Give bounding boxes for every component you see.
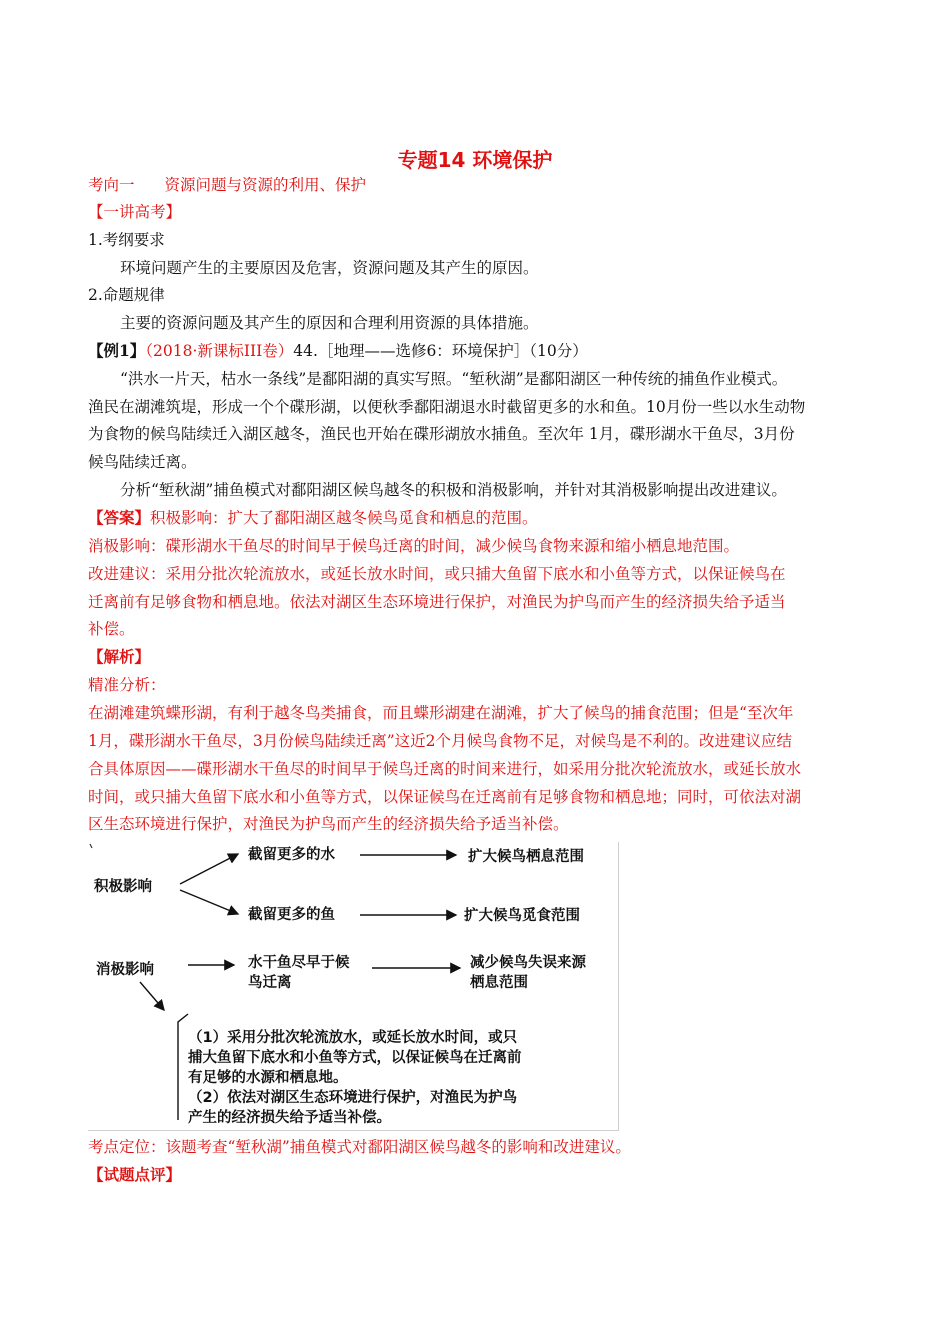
- answer-line: 迁离前有足够食物和栖息地。依法对湖区生态环境进行保护，对渔民为护鸟而产生的经济损失给予适当: [88, 593, 786, 611]
- analysis-heading: 精准分析：: [88, 676, 166, 694]
- section-heading: [88, 174, 366, 196]
- outline-text: 环境问题产生的主要原因及危害，资源问题及其产生的原因。: [120, 259, 539, 277]
- answer-line: 改进建议：采用分批次轮流放水，或延长放水时间，或只捕大鱼留下底水和小鱼等方式，以保证候鸟在: [88, 565, 786, 583]
- example-tag: 【例1】: [88, 341, 146, 360]
- diagram-negative-a-line: 水干鱼尽早于候: [248, 955, 350, 971]
- analysis-line: 时间，或只捕大鱼留下底水和小鱼等方式，以保证候鸟在迁离前有足够食物和栖息地；同时，可依法对湖: [88, 788, 802, 806]
- section-label: 考向一: [88, 176, 135, 194]
- answer-line: 消极影响：碟形湖水干鱼尽的时间早于候鸟迁离的时间，减少候鸟食物来源和缩小栖息地范围。: [88, 537, 740, 555]
- diagram-suggestion-line: 捕大鱼留下底水和小鱼等方式，以保证候鸟在迁离前: [188, 1050, 522, 1066]
- diagram-suggestion-line: 产生的经济损失给予适当补偿。: [188, 1110, 391, 1126]
- arrow-suggestion: [140, 982, 164, 1010]
- analysis-line: 区生态环境进行保护，对渔民为护鸟而产生的经济损失给予适当补偿。: [88, 815, 569, 833]
- diagram-suggestion-line: （2）依法对湖区生态环境进行保护，对渔民为护鸟: [188, 1090, 518, 1106]
- section-name: 资源问题与资源的利用、保护: [164, 176, 367, 194]
- diagram-negative-result-line: 栖息范围: [470, 975, 528, 991]
- example-para-line: “洪水一片天，枯水一条线”是鄱阳湖的真实写照。“堑秋湖”是鄱阳湖区一种传统的捕鱼作业模式。: [120, 370, 788, 388]
- diagram-positive-label: 积极影响: [94, 879, 152, 895]
- lecture-tag: 【一讲高考】: [88, 203, 182, 221]
- example-question: 分析“堑秋湖”捕鱼模式对鄱阳湖区候鸟越冬的积极和消极影响，并针对其消极影响提出改进建议。: [120, 481, 787, 499]
- example-source: （2018·新课标III卷）: [145, 342, 294, 360]
- answer-line-1: [88, 507, 538, 529]
- example-info: 44.［地理——选修6：环境保护］（10分）: [293, 342, 588, 360]
- example-para-line: 为食物的候鸟陆续迁入湖区越冬，渔民也开始在碟形湖放水捕鱼。至次年 1月，碟形湖水干鱼尽，3月份: [88, 425, 795, 443]
- key-point: 考点定位：该题考查“堑秋湖”捕鱼模式对鄱阳湖区候鸟越冬的影响和改进建议。: [88, 1138, 631, 1156]
- answer-tag: 【答案】: [88, 508, 151, 527]
- analysis-line: 在湖滩建筑蝶形湖，有利于越冬鸟类捕食，而且蝶形湖建在湖滩，扩大了候鸟的捕食范围；但是“至次年: [88, 704, 794, 722]
- page-title: 专题14 环境保护: [397, 148, 553, 172]
- outline-heading: 1.考纲要求: [88, 231, 165, 249]
- rule-text: 主要的资源问题及其产生的原因和合理利用资源的具体措施。: [120, 314, 539, 332]
- analysis-line: 1月，碟形湖水干鱼尽，3月份候鸟陆续迁离”这近2个月候鸟食物不足，对候鸟是不利的。改进建议应结: [88, 732, 793, 750]
- example-header: [88, 340, 588, 362]
- arrow-positive-a: [180, 854, 238, 884]
- review-tag: 【试题点评】: [88, 1165, 182, 1184]
- answer-positive: 积极影响：扩大了鄱阳湖区越冬候鸟觅食和栖息的范围。: [150, 509, 538, 527]
- arrow-positive-b: [180, 890, 238, 914]
- example-para-line: 渔民在湖滩筑堤，形成一个个碟形湖，以便秋季鄱阳湖退水时截留更多的水和鱼。10月份一些以水生动物: [88, 398, 806, 416]
- rule-heading: 2.命题规律: [88, 286, 165, 304]
- diagram-positive-a-result: 扩大候鸟栖息范围: [468, 849, 584, 865]
- diagram-positive-a: 截留更多的水: [248, 847, 335, 863]
- answer-line: 补偿。: [88, 620, 135, 638]
- diagram-negative-label: 消极影响: [96, 962, 154, 978]
- diagram-negative-a-line: 鸟迁离: [248, 975, 292, 991]
- diagram-suggestion-line: （1）采用分批次轮流放水，或延长放水时间，或只: [188, 1030, 518, 1046]
- diagram-negative-a: [248, 953, 350, 993]
- analysis-diagram: [88, 842, 619, 1131]
- analysis-tag: 【解析】: [88, 647, 151, 666]
- example-para-line: 候鸟陆续迁离。: [88, 453, 197, 471]
- diagram-positive-b: 截留更多的鱼: [248, 907, 335, 923]
- diagram-negative-result-line: 减少候鸟失误来源: [470, 955, 586, 971]
- diagram-positive-b-result: 扩大候鸟觅食范围: [464, 908, 580, 924]
- diagram-suggestion-line: 有足够的水源和栖息地。: [188, 1070, 348, 1086]
- diagram-suggestions: [188, 1028, 522, 1128]
- diagram-negative-a-result: [470, 953, 586, 993]
- analysis-line: 合具体原因——碟形湖水干鱼尽的时间早于候鸟迁离的时间来进行，如采用分批次轮流放水，或延长放水: [88, 760, 802, 778]
